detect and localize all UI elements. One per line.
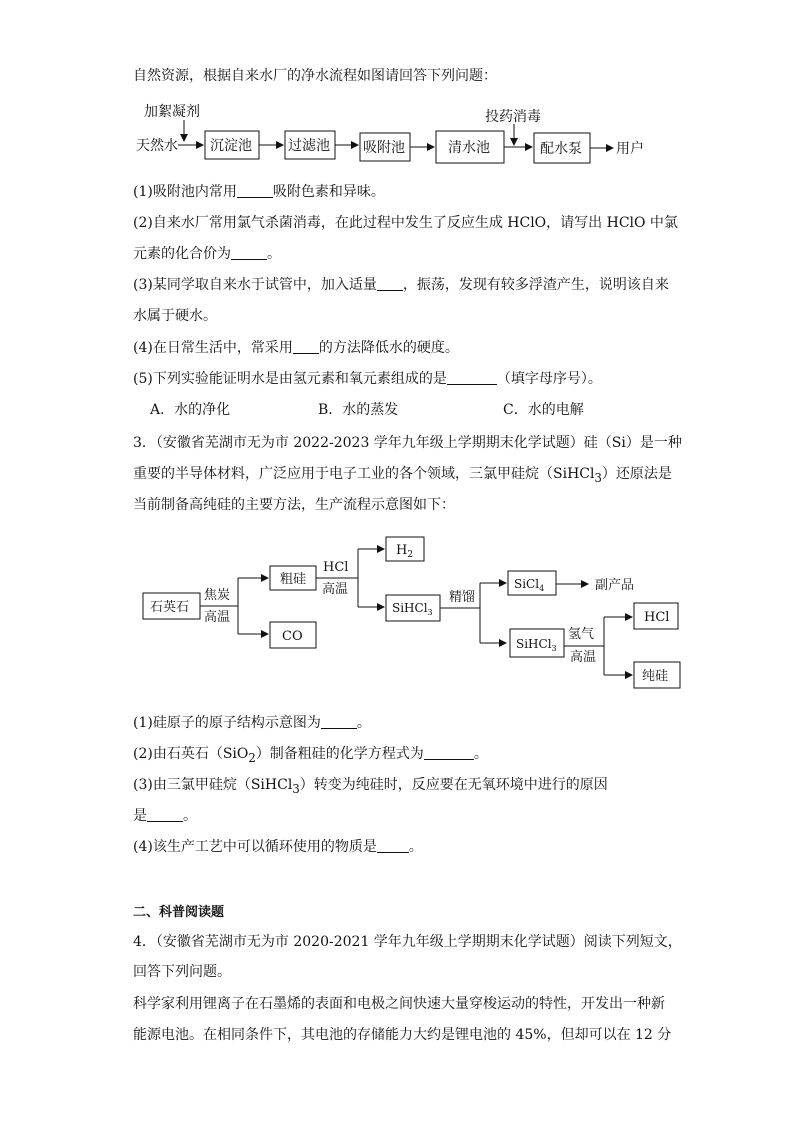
text: (2)由石英石（SiO (133, 746, 249, 762)
label-sicl4: SiCl$_4$ (514, 577, 545, 593)
label-h2: $H_2$ (396, 543, 414, 560)
text: 。 (356, 715, 371, 731)
label-byproduct: 副产品 (595, 578, 635, 593)
text: (3)某同学取自来水于试管中，加入适量 (133, 277, 377, 293)
text: ）转变为纯硅时，反应要在无氧环境中进行的原因 (299, 777, 608, 793)
q2-option-b: B．水的蒸发 (318, 402, 399, 418)
answer-blank[interactable] (377, 838, 409, 853)
text: 。 (267, 246, 281, 262)
q2-option-a: A．水的净化 (150, 402, 231, 418)
answer-blank[interactable] (147, 807, 183, 822)
subscript: 3 (594, 470, 602, 485)
text: (3)由三氯甲硅烷（SiHCl (133, 777, 293, 793)
text: ）还原法是 (601, 466, 672, 482)
flow-box-label: 配水泵 (540, 141, 582, 157)
flow-box-label: 清水池 (448, 140, 490, 156)
subscript: 2 (248, 750, 256, 765)
cond-hcl: HCl (323, 560, 349, 575)
q2-sub2-line1: (2)自来水厂常用氯气杀菌消毒，在此过程中发生了反应生成 HClO，请写出 HClO 中氯 (133, 215, 678, 231)
label-co: CO (282, 629, 303, 644)
label-crude-silicon: 粗硅 (280, 572, 307, 587)
text: ）制备粗硅的化学方程式为 (255, 746, 424, 762)
text: (1)吸附池内常用 (133, 184, 237, 200)
flow-box-label: 吸附池 (363, 140, 405, 156)
cond-high-temp-3: 高温 (570, 650, 597, 665)
q4-passage-line2: 能源电池。在相同条件下，其电池的存储能力大约是锂电池的 45%，但却可以在 12 分 (133, 1027, 672, 1043)
text: (4)该生产工艺中可以循环使用的物质是 (133, 839, 377, 855)
subscript: 3 (292, 781, 300, 796)
flow-end-label: 用户 (616, 141, 644, 157)
flow-box-label: 沉淀池 (210, 138, 252, 154)
text: (1)硅原子的原子结构示意图为 (133, 715, 321, 731)
cond-high-temp-1: 高温 (204, 610, 231, 625)
answer-blank[interactable] (321, 714, 357, 729)
cond-hydrogen: 氢气 (568, 627, 595, 642)
q3-line1: 3．（安徽省芜湖市无为市 2022-2023 学年九年级上学期期末化学试题）硅（Si）是一种 (133, 435, 682, 451)
q4-line1: 4．（安徽省芜湖市无为市 2020-2021 学年九年级上学期期末化学试题）阅读下列短文， (133, 934, 682, 950)
q3-sub2 (133, 744, 488, 768)
text: ，振荡，发现有较多浮渣产生，说明该自来 (402, 277, 669, 293)
q2-intro: 自然资源，根据自来水厂的净水流程如图请回答下列问题： (133, 68, 497, 84)
q3-sub4 (133, 837, 423, 857)
flow-source-label: 天然水 (136, 138, 178, 154)
q3-sub1 (133, 713, 371, 733)
cond-coke: 焦炭 (204, 588, 231, 603)
q4-passage-line1: 科学家利用锂离子在石墨烯的表面和电极之间快速大量穿梭运动的特性，开发出一种新 (133, 996, 665, 1012)
text: 。 (183, 808, 197, 824)
q4-line2: 回答下列问题。 (133, 964, 231, 980)
text: 元素的化合价为 (133, 246, 231, 262)
text: (4)在日常生活中，常采用 (133, 340, 293, 356)
label-sihcl3: SiHCl$_3$ (392, 601, 433, 617)
text: 吸附色素和异味。 (272, 184, 385, 200)
flow-reagent-label: 加絮凝剂 (144, 104, 200, 120)
q3-sub3-line2 (133, 806, 197, 826)
flow-disinfect-label: 投药消毒 (485, 109, 541, 125)
q2-sub3-line2: 水属于硬水。 (133, 308, 217, 324)
q2-option-c: C．水的电解 (503, 402, 584, 418)
q3-sub3-line1 (133, 775, 608, 799)
answer-blank[interactable] (424, 745, 474, 760)
text: （填字母序号）。 (496, 371, 602, 387)
cond-high-temp-2: 高温 (322, 582, 349, 597)
flow-box-label: 过滤池 (288, 138, 330, 154)
text: 是 (133, 808, 147, 824)
label-pure-silicon: 纯硅 (642, 669, 669, 684)
cond-distill: 精馏 (449, 590, 476, 605)
text: 。 (473, 746, 488, 762)
text: 。 (408, 839, 423, 855)
text: 的方法降低水的硬度。 (318, 340, 459, 356)
label-hcl: HCl (644, 610, 670, 625)
text: 重要的半导体材料，广泛应用于电子工业的各个领域，三氯甲硅烷（SiHCl (133, 466, 595, 482)
section-heading: 二、科普阅读题 (133, 905, 225, 920)
label-sihcl3-purified: SiHCl$_3$ (516, 637, 557, 653)
label-quartz: 石英石 (150, 600, 190, 615)
text: (5)下列实验能证明水是由氢元素和氧元素组成的是 (133, 371, 447, 387)
q3-line3: 当前制备高纯硅的主要方法，生产流程示意图如下： (133, 497, 455, 513)
